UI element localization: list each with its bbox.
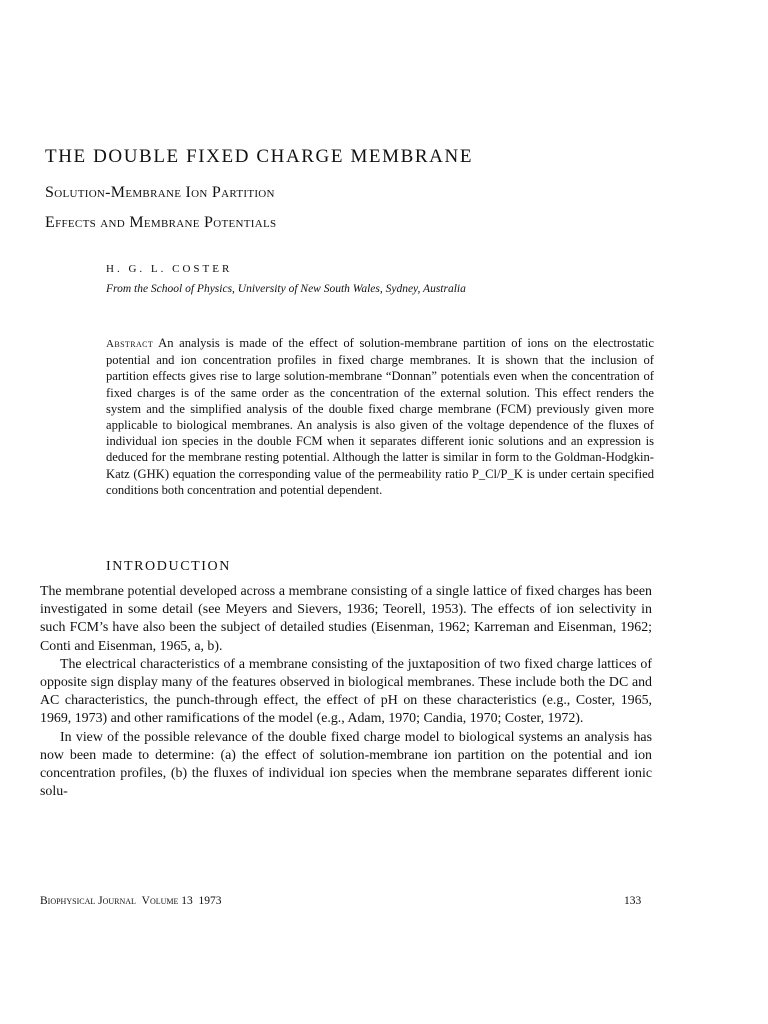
- journal-volume: Volume 13: [141, 895, 193, 907]
- author-name: H. G. L. COSTER: [106, 263, 233, 275]
- paragraph: In view of the possible relevance of the double fixed charge model to biological systems an analysis has now been made to determine: (a) the effect of solution-membrane ion partition on the potential and ion concentration profiles, (b) the fluxes of individual ion species when the membrane separates different ionic solu-: [40, 729, 652, 800]
- section-heading: INTRODUCTION: [106, 559, 231, 574]
- journal-name: Biophysical Journal: [40, 895, 136, 907]
- author-affiliation: From the School of Physics, University of New South Wales, Sydney, Australia: [106, 283, 466, 295]
- journal-year: 1973: [198, 895, 222, 907]
- body-text: [40, 583, 652, 801]
- page-number: 133: [624, 895, 642, 907]
- abstract-text: An analysis is made of the effect of solution-membrane partition of ions on the electrostatic potential and ion concentration profiles in fixed charge membranes. It is shown that the inclusion of partition effects gives rise to large solution-membrane “Donnan” potentials even when the concentration of fixed charges is of the same order as the concentration of the external solution. This effect renders the system and the simplified analysis of the double fixed charge membrane (FCM) previously given more applicable to biological membranes. An analysis is also given of the voltage dependence of the fluxes of individual ion species in the double FCM when it separates different ionic solutions and an expression is deduced for the membrane resting potential. Although the latter is similar in form to the Goldman-Hodgkin-Katz (GHK) equation the corresponding value of the permeability ratio P_Cl/P_K is under certain specified conditions both concentration and potential dependent.: [106, 336, 654, 497]
- running-footer: [40, 895, 222, 907]
- article-subtitle-line1: Solution-Membrane Ion Partition: [45, 184, 275, 201]
- abstract: [106, 335, 654, 498]
- article-subtitle-line2: Effects and Membrane Potentials: [45, 214, 277, 231]
- paragraph: The membrane potential developed across a membrane consisting of a single lattice of fixed charges has been investigated in some detail (see Meyers and Sievers, 1936; Teorell, 1953). The effects of ion selectivity in such FCM’s have also been the subject of detailed studies (Eisenman, 1962; Karreman and Eisenman, 1962; Conti and Eisenman, 1965, a, b).: [40, 584, 652, 654]
- abstract-label: Abstract: [106, 338, 154, 350]
- article-title: THE DOUBLE FIXED CHARGE MEMBRANE: [45, 146, 474, 167]
- paragraph: The electrical characteristics of a membrane consisting of the juxtaposition of two fixed charge lattices of opposite sign display many of the features observed in biological membranes. These include both the DC and AC characteristics, the punch-through effect, the effect of pH on these characteristics (e.g., Coster, 1965, 1969, 1973) and other ramifications of the model (e.g., Adam, 1970; Candia, 1970; Coster, 1972).: [40, 656, 652, 727]
